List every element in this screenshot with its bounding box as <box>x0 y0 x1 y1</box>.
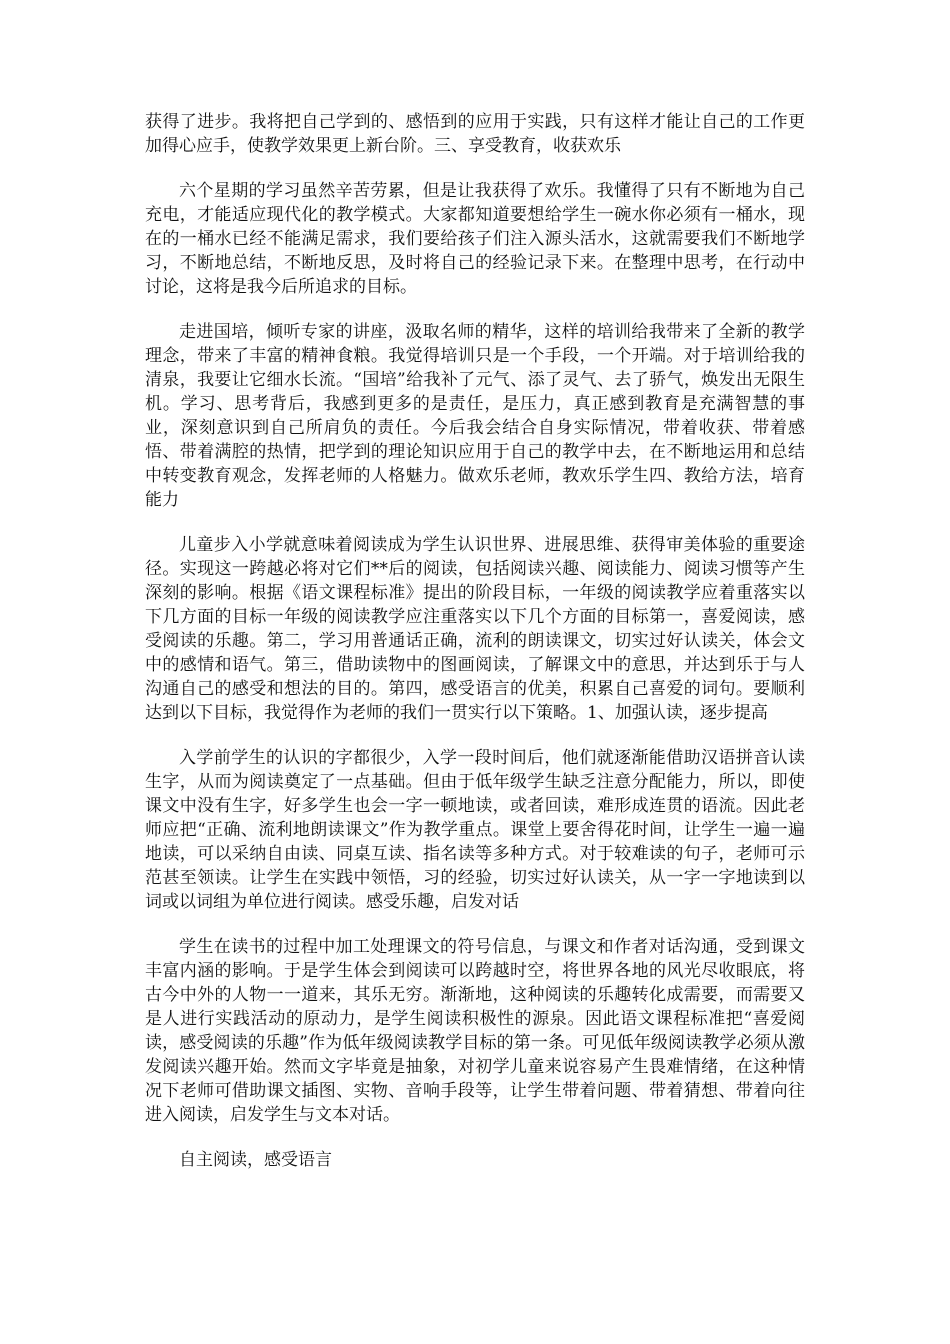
paragraph-3: 走进国培，倾听专家的讲座，汲取名师的精华，这样的培训给我带来了全新的教学理念，带来了丰富的精神食粮。我觉得培训只是一个手段，一个开端。对于培训给我的清泉，我要让它细水长流。“国培”给我补了元气、添了灵气、去了骄气，焕发出无限生机。学习、思考背后，我感到更多的是责任，是压力，真正感到教育是充满智慧的事业，深刻意识到自己所肩负的责任。今后我会结合自身实际情况，带着收获、带着感悟、带着满腔的热情，把学到的理论知识应用于自己的教学中去，在不断地运用和总结中转变教育观念，发挥老师的人格魅力。做欢乐老师，教欢乐学生四、教给方法，培育能力 <box>145 322 805 510</box>
document-page <box>145 110 805 1193</box>
paragraph-1: 获得了进步。我将把自己学到的、感悟到的应用于实践，只有这样才能让自己的工作更加得心应手，使教学效果更上新台阶。三、享受教育，收获欢乐 <box>145 112 805 156</box>
paragraph-2: 六个星期的学习虽然辛苦劳累，但是让我获得了欢乐。我懂得了只有不断地为自己充电，才能适应现代化的教学模式。大家都知道要想给学生一碗水你必须有一桶水，现在的一桶水已经不能满足需求，我们要给孩子们注入源头活水，这就需要我们不断地学习，不断地总结，不断地反思，及时将自己的经验记录下来。在整理中思考，在行动中讨论，这将是我今后所追求的目标。 <box>145 181 805 297</box>
paragraph-5: 入学前学生的认识的字都很少，入学一段时间后，他们就逐渐能借助汉语拼音认读生字，从而为阅读奠定了一点基础。但由于低年级学生缺乏注意分配能力，所以，即使课文中没有生字，好多学生也会一字一顿地读，或者回读，难形成连贯的语流。因此老师应把“正确、流利地朗读课文”作为教学重点。课堂上要舍得花时间，让学生一遍一遍地读，可以采纳自由读、同桌互读、指名读等多种方式。对于较难读的句子，老师可示范甚至领读。让学生在实践中领悟，习的经验，切实过好认读关，从一字一字地读到以词或以词组为单位进行阅读。感受乐趣，启发对话 <box>145 748 805 912</box>
paragraph-7: 自主阅读，感受语言 <box>179 1150 332 1170</box>
paragraph-4: 儿童步入小学就意味着阅读成为学生认识世界、进展思维、获得审美体验的重要途径。实现这一跨越必将对它们**后的阅读，包括阅读兴趣、阅读能力、阅读习惯等产生深刻的影响。根据《语文课程标准》提出的阶段目标，一年级的阅读教学应着重落实以下几方面的目标一年级的阅读教学应注重落实以下几个方面的目标第一，喜爱阅读，感受阅读的乐趣。第二，学习用普通话正确，流利的朗读课文，切实过好认读关，体会文中的感情和语气。第三，借助读物中的图画阅读，了解课文中的意思，并达到乐于与人沟通自己的感受和想法的目的。第四，感受语言的优美，积累自己喜爱的词句。要顺利达到以下目标，我觉得作为老师的我们一贯实行以下策略。1、加强认读，逐步提高 <box>145 535 805 723</box>
paragraph-6: 学生在读书的过程中加工处理课文的符号信息，与课文和作者对话沟通，受到课文丰富内涵的影响。于是学生体会到阅读可以跨越时空，将世界各地的风光尽收眼底，将古今中外的人物一一道来，其乐无穷。渐渐地，这种阅读的乐趣转化成需要，而需要又是人进行实践活动的原动力，是学生阅读积极性的源泉。因此语文课程标准把“喜爱阅读，感受阅读的乐趣”作为低年级阅读教学目标的第一条。可见低年级阅读教学必须从激发阅读兴趣开始。然而文字毕竟是抽象，对初学儿童来说容易产生畏难情绪，在这种情况下老师可借助课文插图、实物、音响手段等，让学生带着问题、带着猜想、带着向往进入阅读，启发学生与文本对话。 <box>145 937 805 1125</box>
